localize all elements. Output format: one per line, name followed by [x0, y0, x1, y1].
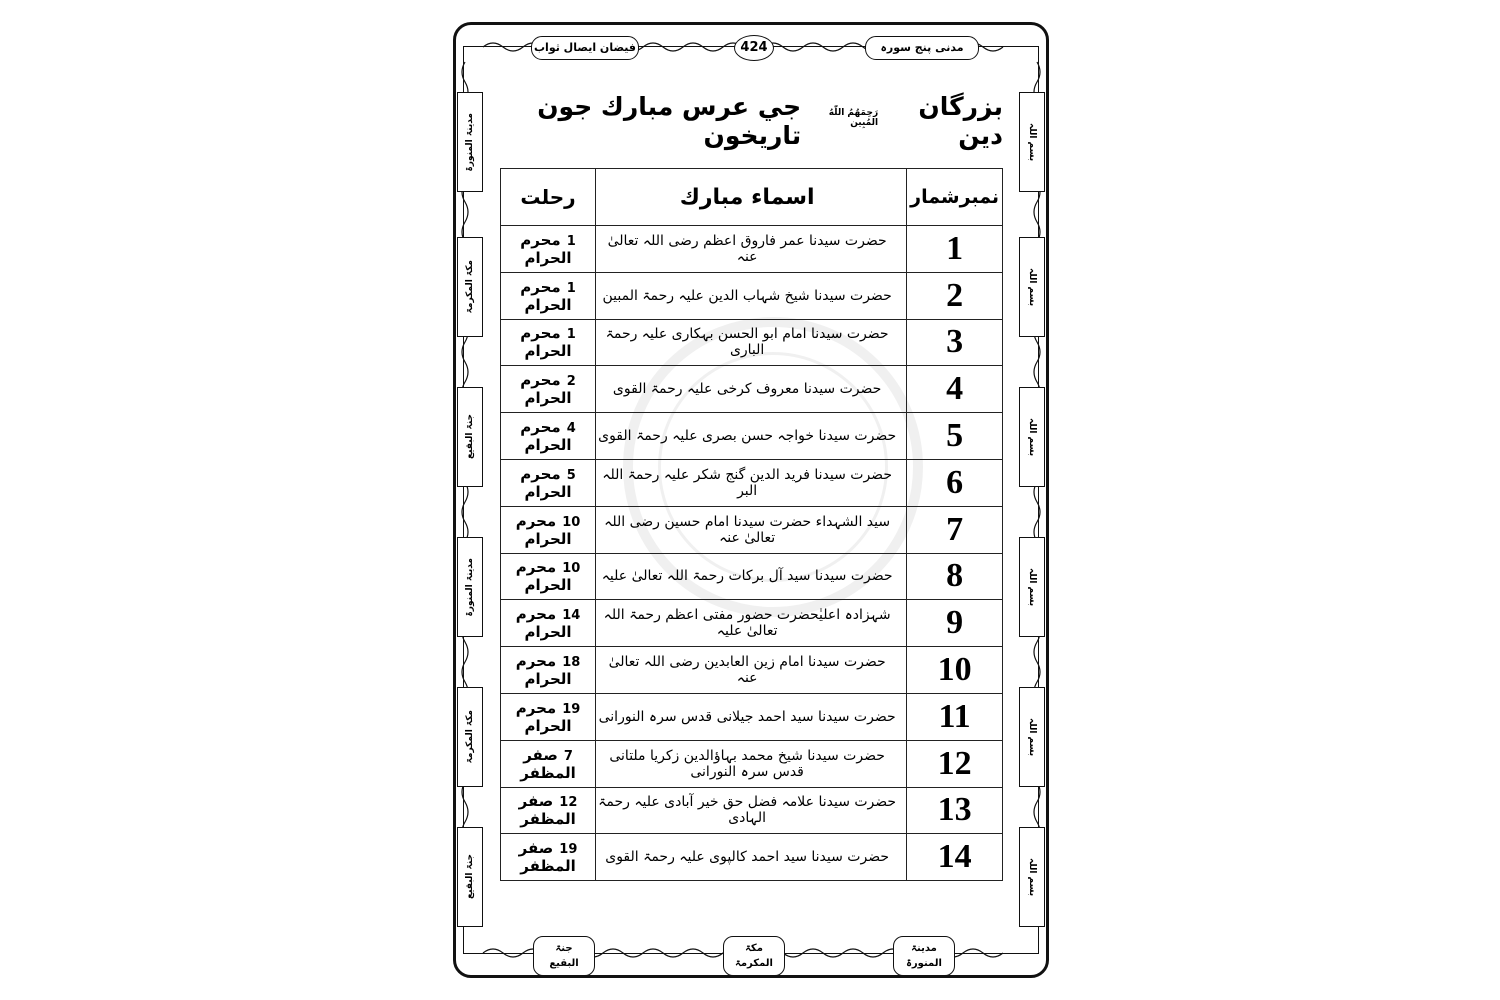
- title-honorific: رَحِمَهُمُ اللّٰهُ المُبِين: [828, 108, 879, 128]
- row-date-month: محرم الحرام: [520, 418, 572, 455]
- row-date: [501, 319, 596, 366]
- table-row: [501, 226, 1003, 273]
- row-date-day: 19: [559, 842, 578, 858]
- table-row: [501, 787, 1003, 834]
- page: [453, 22, 1049, 978]
- header-right-badge: مدنی پنج سورہ: [865, 36, 979, 60]
- row-name: حضرت سیدنا امام ابو الحسن بہکاری علیہ رحمۃ الباری: [596, 319, 907, 366]
- row-date-day: 1: [566, 233, 576, 249]
- row-number: 13: [907, 787, 1003, 834]
- row-date-month: محرم الحرام: [520, 277, 572, 314]
- table-row: [501, 506, 1003, 553]
- row-name: شہزادہ اعلیٰحضرت حضور مفتی اعظم رحمۃ اللہ تعالیٰ علیہ: [596, 600, 907, 647]
- row-name: حضرت سیدنا علامہ فضل حق خیر آبادی علیہ رحمۃ الہادی: [596, 787, 907, 834]
- row-date-day: 14: [562, 608, 581, 624]
- side-cartouche-left: مکۃ المکرمۃ: [457, 687, 483, 787]
- row-name: حضرت سیدنا عمر فاروق اعظم رضی اللہ تعالیٰ عنہ: [596, 226, 907, 273]
- table-row: [501, 600, 1003, 647]
- row-date-day: 1: [566, 280, 576, 296]
- row-date-month: محرم الحرام: [520, 371, 572, 408]
- row-date: [501, 366, 596, 413]
- header-names: اسماء مبارك: [596, 169, 907, 226]
- footer-cartouche-center: مکۃ المکرمۃ: [723, 936, 785, 976]
- row-date: [501, 226, 596, 273]
- row-number: 10: [907, 647, 1003, 694]
- row-name: حضرت سیدنا معروف کرخی علیہ رحمۃ القوی: [596, 366, 907, 413]
- header-number: نمبرشمار: [907, 169, 1003, 226]
- side-cartouche-left: مدینۃ المنورۃ: [457, 537, 483, 637]
- row-date-day: 19: [562, 701, 581, 717]
- table-row: [501, 740, 1003, 787]
- row-date-month: محرم الحرام: [515, 698, 572, 735]
- row-name: حضرت سیدنا سید احمد کالپوی علیہ رحمۃ القوی: [596, 834, 907, 881]
- table-row: [501, 693, 1003, 740]
- side-cartouche-left: جنۃ البقیع: [457, 827, 483, 927]
- row-date: [501, 600, 596, 647]
- row-date: [501, 413, 596, 460]
- table-row: [501, 272, 1003, 319]
- row-name: حضرت سیدنا فرید الدین گنج شکر علیہ رحمۃ اللہ البر: [596, 459, 907, 506]
- row-date-month: محرم الحرام: [515, 558, 572, 595]
- row-number: 12: [907, 740, 1003, 787]
- side-cartouche-right: بسم اللہ: [1019, 92, 1045, 192]
- side-cartouche-left: مکۃ المکرمۃ: [457, 237, 483, 337]
- row-date-day: 5: [566, 467, 576, 483]
- row-number: 4: [907, 366, 1003, 413]
- row-date: [501, 272, 596, 319]
- row-date: [501, 787, 596, 834]
- row-name: حضرت سیدنا شیخ محمد بہاؤالدین زکریا ملتانی قدس سرہ النورانی: [596, 740, 907, 787]
- row-date-month: محرم الحرام: [520, 464, 572, 501]
- row-date-day: 10: [562, 561, 581, 577]
- row-date-day: 12: [559, 795, 578, 811]
- table-row: [501, 413, 1003, 460]
- row-number: 11: [907, 693, 1003, 740]
- side-cartouche-left: جنۃ البقیع: [457, 387, 483, 487]
- row-number: 6: [907, 459, 1003, 506]
- table-row: [501, 553, 1003, 600]
- row-date-day: 18: [562, 655, 581, 671]
- row-date: [501, 553, 596, 600]
- table-header-row: [501, 169, 1003, 226]
- footer-cartouche-left: جنۃ البقیع: [533, 936, 595, 976]
- row-date: [501, 459, 596, 506]
- row-name: سید الشہداء حضرت سیدنا امام حسین رضی اللہ تعالیٰ عنہ: [596, 506, 907, 553]
- side-cartouche-right: بسم اللہ: [1019, 387, 1045, 487]
- row-date-month: محرم الحرام: [515, 652, 572, 689]
- row-date: [501, 647, 596, 694]
- footer-cartouche-right: مدینۃ المنورۃ: [893, 936, 955, 976]
- row-date-day: 7: [563, 748, 573, 764]
- title-rest: جي عرس مبارك جون تاريخون: [537, 92, 802, 150]
- row-number: 3: [907, 319, 1003, 366]
- row-date: [501, 740, 596, 787]
- row-date-month: محرم الحرام: [515, 605, 572, 642]
- table-row: [501, 366, 1003, 413]
- table-row: [501, 647, 1003, 694]
- row-number: 5: [907, 413, 1003, 460]
- title-main: بزرگان دين: [918, 92, 1003, 150]
- row-date-day: 1: [566, 327, 576, 343]
- table-row: [501, 834, 1003, 881]
- row-number: 8: [907, 553, 1003, 600]
- side-cartouche-left: مدینۃ المنورۃ: [457, 92, 483, 192]
- side-cartouche-right: بسم اللہ: [1019, 537, 1045, 637]
- side-cartouche-right: بسم اللہ: [1019, 687, 1045, 787]
- page-number: 424: [734, 35, 774, 61]
- row-name: حضرت سیدنا شیخ شہاب الدین علیہ رحمۃ المبین: [596, 272, 907, 319]
- row-number: 1: [907, 226, 1003, 273]
- row-name: حضرت سیدنا سید احمد جیلانی قدس سرہ النورانی: [596, 693, 907, 740]
- row-date-day: 10: [562, 514, 581, 530]
- side-cartouche-right: بسم اللہ: [1019, 237, 1045, 337]
- row-number: 7: [907, 506, 1003, 553]
- row-date-day: 4: [566, 421, 576, 437]
- header-left-badge: فیضان ایصال ثواب: [531, 36, 639, 60]
- row-date: [501, 834, 596, 881]
- table-row: [501, 319, 1003, 366]
- row-name: حضرت سیدنا سید آل برکات رحمۃ اللہ تعالیٰ علیہ: [596, 553, 907, 600]
- row-number: 9: [907, 600, 1003, 647]
- row-date-month: صفر المظفر: [518, 839, 576, 876]
- row-date: [501, 693, 596, 740]
- row-date-month: محرم الحرام: [520, 324, 572, 361]
- row-number: 14: [907, 834, 1003, 881]
- row-number: 2: [907, 272, 1003, 319]
- row-date-month: محرم الحرام: [520, 230, 572, 267]
- row-name: حضرت سیدنا امام زین العابدین رضی اللہ تعالیٰ عنہ: [596, 647, 907, 694]
- row-date-month: محرم الحرام: [515, 511, 572, 548]
- table-row: [501, 459, 1003, 506]
- row-name: حضرت سیدنا خواجہ حسن بصری علیہ رحمۃ القوی: [596, 413, 907, 460]
- page-title: [493, 92, 1003, 150]
- side-cartouche-right: بسم اللہ: [1019, 827, 1045, 927]
- header-date: رحلت: [501, 169, 596, 226]
- urs-dates-table: [500, 168, 1003, 881]
- row-date-month: صفر المظفر: [520, 745, 576, 782]
- row-date: [501, 506, 596, 553]
- row-date-month: صفر المظفر: [518, 792, 576, 829]
- row-date-day: 2: [566, 374, 576, 390]
